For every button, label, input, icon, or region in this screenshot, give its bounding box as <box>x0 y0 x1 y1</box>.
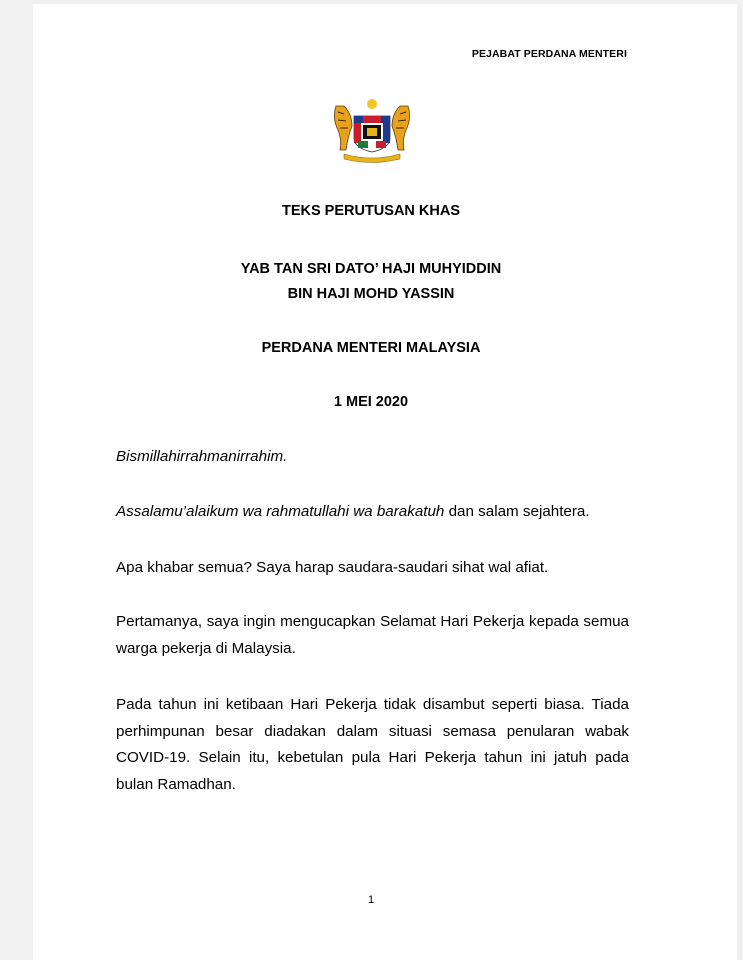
paragraph-4: Pertamanya, saya ingin mengucapkan Selamat Hari Pekerja kepada semua warga pekerja di Malaysia. <box>116 613 629 657</box>
malaysia-coat-of-arms-icon <box>330 96 414 164</box>
office-header: PEJABAT PERDANA MENTERI <box>471 48 627 60</box>
document-date: 1 MEI 2020 <box>333 394 409 410</box>
paragraph-5: Pada tahun ini ketibaan Hari Pekerja tidak disambut seperti biasa. Tiada perhimpunan besar diadakan dalam situasi semasa penularan wabak COVID-19. Selain itu, kebetulan pula Hari Pekerja tahun ini jatuh pada bulan Ramadhan. <box>116 696 629 793</box>
paragraph-opening <box>116 444 629 471</box>
greeting-italic: Assalamu’alaikum wa rahmatullahi wa barakatuh <box>116 503 445 520</box>
paragraph-greeting <box>116 499 629 526</box>
opening-text: Bismillahirrahmanirrahim. <box>116 448 288 465</box>
speaker-position: PERDANA MENTERI MALAYSIA <box>261 340 481 356</box>
speaker-name-line1: YAB TAN SRI DATO’ HAJI MUHYIDDIN <box>240 261 502 277</box>
greeting-rest: dan salam sejahtera. <box>444 503 590 520</box>
speaker-name-line2: BIN HAJI MOHD YASSIN <box>287 286 455 302</box>
page-number: 1 <box>367 894 375 906</box>
document-page <box>33 4 737 960</box>
paragraph-3: Apa khabar semua? Saya harap saudara-saudari sihat wal afiat. <box>116 559 549 576</box>
document-heading: TEKS PERUTUSAN KHAS <box>281 203 461 219</box>
